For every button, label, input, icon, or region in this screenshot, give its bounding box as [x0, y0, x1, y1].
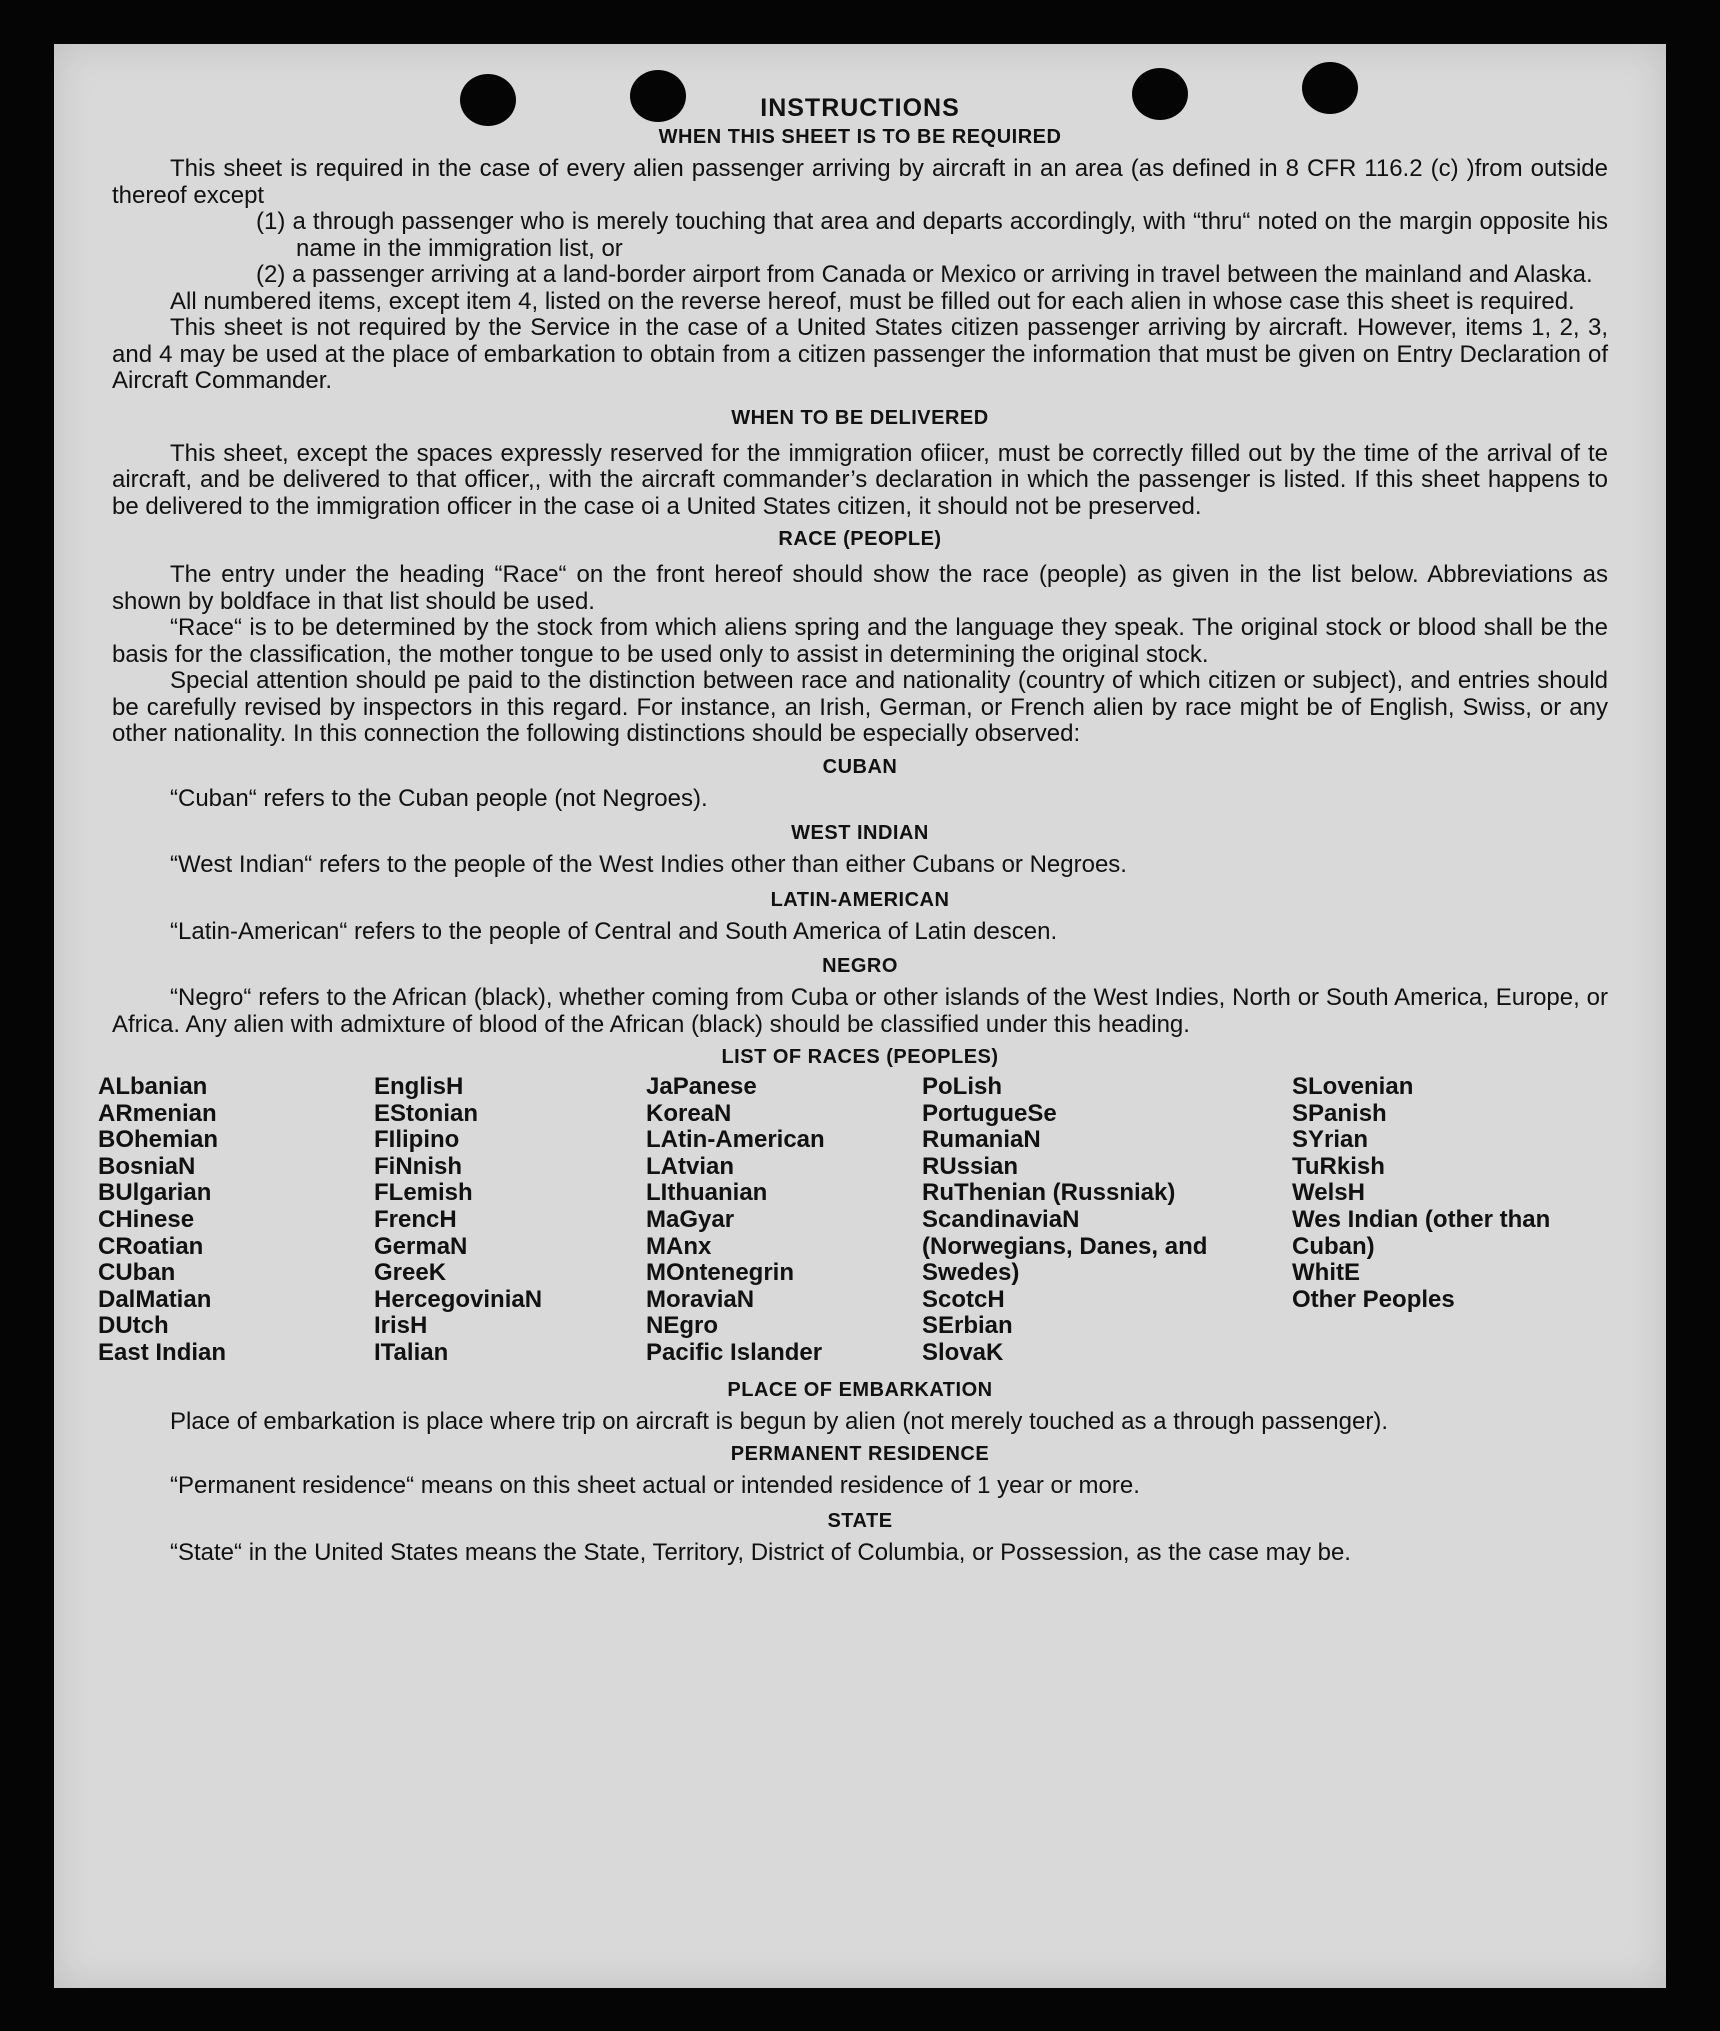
race-entry: CUban — [98, 1259, 176, 1287]
race-entry: MAnx — [646, 1232, 712, 1260]
race-entry: ALbanian — [98, 1073, 208, 1100]
section-heading-race: RACE (PEOPLE) — [778, 528, 942, 550]
race-entry: FLemish — [374, 1179, 473, 1207]
race-entry: RuThenian (Russniak) — [922, 1179, 1176, 1207]
race-entry: East Indian — [98, 1338, 227, 1366]
section-heading-negro: NEGRO — [822, 955, 898, 977]
race-entry: KoreaN — [646, 1099, 732, 1127]
section-heading-latin-american: LATIN-AMERICAN — [770, 888, 950, 911]
race-entry: SPanish — [1292, 1099, 1387, 1127]
paragraph-race-distinction: Special attention should pe paid to the distinction between race and nationality (country of which citizen or subject), and entries should be carefully revised by inspectors in this regard. For instance, an Irish, German, or French alien by race might be of English, Swiss, or any other nationality. In this connection the following distinctions should be especially observed: — [112, 667, 1608, 747]
race-entry: FrencH — [374, 1205, 457, 1233]
race-entry: MaGyar — [646, 1205, 735, 1233]
definition-negro: “Negro“ refers to the African (black), whether coming from Cuba or other islands of the West Indies, North or South America, Europe, or Africa. Any alien with admixture of blood of the African (black) should be classified under this heading. — [112, 984, 1608, 1038]
race-entry: TuRkish — [1292, 1152, 1385, 1180]
paragraph-citizen: This sheet is not required by the Service in the case of a United States citizen passenger arriving by aircraft. However, items 1, 2, 3, and 4 may be used at the place of embarkation to obtain from a citizen passenger the information that must be given on Entry Declaration of Aircraft Commander. — [112, 314, 1608, 394]
race-entry: CHinese — [98, 1205, 195, 1233]
race-entry: ScotcH — [922, 1285, 1005, 1313]
race-entry: GermaN — [374, 1232, 468, 1260]
race-entry: DalMatian — [98, 1285, 212, 1313]
section-heading-embarkation: PLACE OF EMBARKATION — [727, 1378, 993, 1401]
page-title: INSTRUCTIONS — [760, 94, 960, 122]
section-heading-cuban: CUBAN — [822, 755, 898, 778]
race-column-2 — [374, 1074, 646, 1367]
race-entry: ARmenian — [98, 1099, 217, 1127]
race-entry: SlovaK — [922, 1338, 1004, 1366]
section-heading-required: WHEN THIS SHEET IS TO BE REQUIRED — [658, 126, 1062, 148]
section-heading-race-list: LIST OF RACES (PEOPLES) — [721, 1046, 999, 1068]
section-heading-west-indian: WEST INDIAN — [791, 822, 929, 844]
race-entry: BOhemian — [98, 1126, 219, 1154]
paragraph-race-stock: “Race“ is to be determined by the stock from which aliens spring and the language they speak. The original stock or blood shall be the basis for the classification, the mother tongue to be used only to assist in determining the original stock. — [112, 614, 1608, 668]
race-entry: ScandinaviaN (Norwegians, Danes, and Swedes) — [922, 1205, 1208, 1287]
race-list — [98, 1074, 1608, 1367]
race-entry: Pacific Islander — [646, 1338, 823, 1366]
section-heading-state: STATE — [827, 1509, 893, 1532]
race-entry: LAtin-American — [646, 1126, 825, 1154]
paragraph-required: This sheet is required in the case of every alien passenger arriving by aircraft in an area (as defined in 8 CFR 116.2 (c) )from outside thereof except — [112, 155, 1608, 209]
section-heading-delivered: WHEN TO BE DELIVERED — [731, 406, 989, 429]
document-body — [98, 92, 1608, 1566]
race-entry: JaPanese — [646, 1073, 757, 1100]
race-entry: Other Peoples — [1292, 1285, 1455, 1313]
section-heading-residence: PERMANENT RESIDENCE — [730, 1443, 990, 1466]
race-entry: SErbian — [922, 1312, 1013, 1340]
race-entry: ITalian — [374, 1338, 449, 1366]
race-entry: Wes Indian (other than Cuban) — [1292, 1205, 1551, 1260]
exception-item-1: (1) a through passenger who is merely touching that area and departs accordingly, with “thru“ noted on the margin opposite his name in the immigration list, or — [256, 208, 1608, 262]
race-entry: RUssian — [922, 1152, 1019, 1180]
race-entry: PoLish — [922, 1073, 1003, 1100]
definition-latin-american: “Latin-American“ refers to the people of Central and South America of Latin descen. — [170, 917, 1058, 945]
race-entry: GreeK — [374, 1259, 447, 1287]
definition-residence: “Permanent residence“ means on this sheet actual or intended residence of 1 year or more. — [170, 1472, 1140, 1500]
race-entry: FiNnish — [374, 1152, 462, 1180]
definition-west-indian: “West Indian“ refers to the people of the West Indies other than either Cubans or Negroes. — [170, 851, 1127, 878]
race-entry: MoraviaN — [646, 1285, 755, 1313]
race-column-5 — [1292, 1074, 1568, 1367]
race-entry: BosniaN — [98, 1152, 196, 1180]
definition-embarkation: Place of embarkation is place where trip on aircraft is begun by alien (not merely touched as a through passenger). — [170, 1407, 1388, 1435]
race-entry: DUtch — [98, 1312, 169, 1340]
race-entry: BUlgarian — [98, 1179, 212, 1207]
race-entry: RumaniaN — [922, 1126, 1041, 1154]
race-entry: FIlipino — [374, 1126, 460, 1154]
race-entry: IrisH — [374, 1312, 428, 1340]
definition-cuban: “Cuban“ refers to the Cuban people (not Negroes). — [170, 784, 708, 812]
race-entry: NEgro — [646, 1312, 718, 1340]
paragraph-numbered-items: All numbered items, except item 4, listed on the reverse hereof, must be filled out for each alien in whose case this sheet is required. — [170, 287, 1575, 315]
paragraph-delivered: This sheet, except the spaces expressly reserved for the immigration ofiicer, must be correctly filled out by the time of the arrival of te aircraft, and be delivered to that officer,, with the aircraft commander’s declaration in which the passenger is listed. If this sheet happens to be delivered to the immigration officer in the case oi a United States citizen, it should not be preserved. — [112, 439, 1608, 520]
race-entry: LIthuanian — [646, 1179, 768, 1207]
race-entry: PortugueSe — [922, 1099, 1057, 1127]
race-entry: MOntenegrin — [646, 1259, 794, 1287]
race-entry: CRoatian — [98, 1232, 204, 1260]
race-entry: SYrian — [1292, 1126, 1369, 1154]
race-entry: EStonian — [374, 1099, 479, 1127]
exception-item-2: (2) a passenger arriving at a land-border airport from Canada or Mexico or arriving in travel between the mainland and Alaska. — [256, 261, 1593, 288]
race-entry: LAtvian — [646, 1152, 735, 1180]
race-entry: SLovenian — [1292, 1073, 1414, 1100]
race-entry: WelsH — [1292, 1179, 1365, 1207]
document-page — [54, 44, 1666, 1988]
race-column-4 — [922, 1074, 1292, 1367]
race-entry: WhitE — [1292, 1259, 1360, 1287]
race-column-3 — [646, 1074, 922, 1367]
race-entry: HercegoviniaN — [374, 1285, 543, 1313]
race-entry: EnglisH — [374, 1073, 464, 1100]
definition-state: “State“ in the United States means the State, Territory, District of Columbia, or Possession, as the case may be. — [170, 1538, 1351, 1566]
paragraph-race-entry: The entry under the heading “Race“ on the front hereof should show the race (people) as given in the list below. Abbreviations as shown by boldface in that list should be used. — [112, 561, 1608, 615]
race-column-1 — [98, 1074, 374, 1367]
